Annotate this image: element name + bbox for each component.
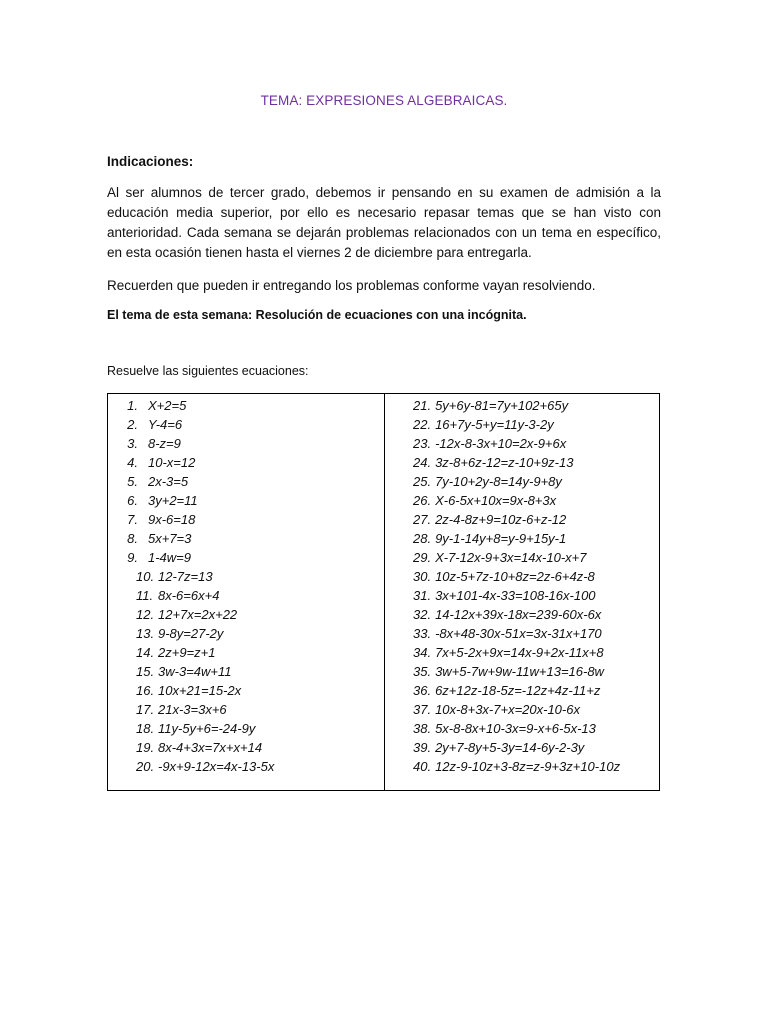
equation-item <box>385 624 661 643</box>
equation-item <box>385 548 661 567</box>
equation-item <box>385 472 661 491</box>
equation-expression: 12z-9-10z+3-8z=z-9+3z+10-10z <box>435 759 621 774</box>
equation-expression: 3w+5-7w+9w-11w+13=16-8w <box>435 664 604 679</box>
equation-item <box>385 586 661 605</box>
equation-expression: X+2=5 <box>148 398 187 413</box>
equation-item <box>108 434 384 453</box>
equation-number: 7. <box>127 512 138 527</box>
equation-expression: 5x+7=3 <box>148 531 192 546</box>
equation-item <box>385 700 661 719</box>
equation-expression: 5y+6y-81=7y+102+65y <box>435 398 569 413</box>
equation-expression: 12-7z=13 <box>158 569 213 584</box>
equation-number: 25. <box>413 474 432 489</box>
equation-number: 14. <box>136 645 155 660</box>
equation-number: 8. <box>127 531 138 546</box>
equation-number: 19. <box>136 740 155 755</box>
equation-item <box>385 453 661 472</box>
equation-number: 9. <box>127 550 138 565</box>
equation-expression: -9x+9-12x=4x-13-5x <box>158 759 275 774</box>
equation-item <box>108 586 384 605</box>
equation-item <box>108 605 384 624</box>
equation-number: 24. <box>413 455 432 470</box>
equation-expression: 3x+101-4x-33=108-16x-100 <box>435 588 596 603</box>
equation-expression: X-6-5x+10x=9x-8+3x <box>435 493 557 508</box>
equation-item <box>108 643 384 662</box>
equation-number: 2. <box>127 417 138 432</box>
equation-number: 4. <box>127 455 138 470</box>
equation-number: 34. <box>413 645 432 660</box>
topic-paragraph: El tema de esta semana: Resolución de ecuaciones con una incógnita. <box>107 308 527 322</box>
equation-item <box>108 681 384 700</box>
equation-expression: 7y-10+2y-8=14y-9+8y <box>435 474 562 489</box>
equation-expression: 3z-8+6z-12=z-10+9z-13 <box>435 455 574 470</box>
equation-expression: 11y-5y+6=-24-9y <box>158 721 256 736</box>
equation-number: 36. <box>413 683 432 698</box>
equations-table <box>107 393 660 791</box>
equation-expression: 1-4w=9 <box>148 550 191 565</box>
equation-number: 31. <box>413 588 432 603</box>
equation-item <box>108 491 384 510</box>
equation-item <box>108 757 384 776</box>
equation-item <box>385 643 661 662</box>
equation-expression: 8x-4+3x=7x+x+14 <box>158 740 263 755</box>
equation-number: 21. <box>413 398 432 413</box>
document-title: TEMA: EXPRESIONES ALGEBRAICAS. <box>260 93 508 108</box>
equation-item <box>108 662 384 681</box>
equation-number: 33. <box>413 626 432 641</box>
equation-number: 30. <box>413 569 432 584</box>
equation-number: 26. <box>413 493 432 508</box>
equation-item <box>108 700 384 719</box>
equation-expression: 10x+21=15-2x <box>158 683 242 698</box>
equation-number: 3. <box>127 436 138 451</box>
equation-number: 13. <box>136 626 155 641</box>
equation-number: 5. <box>127 474 138 489</box>
equation-item <box>385 434 661 453</box>
equation-item <box>385 415 661 434</box>
equation-expression: 12+7x=2x+22 <box>158 607 238 622</box>
equation-expression: 16+7y-5+y=11y-3-2y <box>435 417 554 432</box>
equation-item <box>385 662 661 681</box>
equation-number: 11. <box>136 588 154 603</box>
equation-number: 10. <box>136 569 155 584</box>
equation-item <box>108 567 384 586</box>
equation-expression: 9y-1-14y+8=y-9+15y-1 <box>435 531 567 546</box>
equation-expression: 7x+5-2x+9x=14x-9+2x-11x+8 <box>435 645 604 660</box>
equation-expression: -12x-8-3x+10=2x-9+6x <box>435 436 567 451</box>
reminder-paragraph: Recuerden que pueden ir entregando los problemas conforme vayan resolviendo. <box>107 278 596 293</box>
equation-item <box>108 719 384 738</box>
equation-number: 23. <box>413 436 432 451</box>
equation-number: 22. <box>413 417 432 432</box>
equation-item <box>385 567 661 586</box>
equation-number: 28. <box>413 531 432 546</box>
equation-item <box>385 605 661 624</box>
equation-item <box>108 738 384 757</box>
equation-expression: 21x-3=3x+6 <box>158 702 227 717</box>
equation-item <box>108 472 384 491</box>
equation-expression: 6z+12z-18-5z=-12z+4z-11+z <box>435 683 601 698</box>
equation-expression: 5x-8-8x+10-3x=9-x+6-5x-13 <box>435 721 596 736</box>
equation-number: 6. <box>127 493 138 508</box>
equation-item <box>385 510 661 529</box>
equation-expression: 3y+2=11 <box>148 493 198 508</box>
equation-expression: X-7-12x-9+3x=14x-10-x+7 <box>435 550 587 565</box>
equation-expression: -8x+48-30x-51x=3x-31x+170 <box>435 626 602 641</box>
equation-number: 35. <box>413 664 432 679</box>
equation-expression: 10z-5+7z-10+8z=2z-6+4z-8 <box>435 569 595 584</box>
equation-number: 18. <box>136 721 155 736</box>
equation-item <box>385 757 661 776</box>
equation-number: 27. <box>413 512 432 527</box>
equation-item <box>108 510 384 529</box>
equation-item <box>385 396 661 415</box>
equation-expression: 2x-3=5 <box>148 474 189 489</box>
equations-column-left <box>108 396 384 776</box>
equation-expression: 8-z=9 <box>148 436 181 451</box>
equation-number: 39. <box>413 740 432 755</box>
equation-item <box>108 453 384 472</box>
equations-column-right <box>385 396 661 776</box>
equation-item <box>385 681 661 700</box>
equation-item <box>385 491 661 510</box>
equation-number: 29. <box>413 550 432 565</box>
equation-number: 1. <box>127 398 138 413</box>
equation-item <box>385 529 661 548</box>
equation-expression: 8x-6=6x+4 <box>158 588 220 603</box>
equation-number: 38. <box>413 721 432 736</box>
equation-item <box>108 624 384 643</box>
equation-number: 20. <box>136 759 155 774</box>
equation-item <box>108 529 384 548</box>
equation-expression: 2z-4-8z+9=10z-6+z-12 <box>435 512 567 527</box>
equation-number: 16. <box>136 683 155 698</box>
exercise-instruction: Resuelve las siguientes ecuaciones: <box>107 364 309 378</box>
equation-expression: 10-x=12 <box>148 455 196 470</box>
equation-expression: 3w-3=4w+11 <box>158 664 232 679</box>
equation-expression: 14-12x+39x-18x=239-60x-6x <box>435 607 602 622</box>
equation-expression: 9-8y=27-2y <box>158 626 224 641</box>
equation-item <box>108 415 384 434</box>
equation-item <box>385 738 661 757</box>
instructions-heading: Indicaciones: <box>107 154 194 169</box>
equation-number: 32. <box>413 607 432 622</box>
equation-number: 37. <box>413 702 432 717</box>
equation-number: 15. <box>136 664 155 679</box>
equation-expression: Y-4=6 <box>148 417 183 432</box>
equation-item <box>108 396 384 415</box>
equation-expression: 9x-6=18 <box>148 512 196 527</box>
equation-number: 12. <box>136 607 155 622</box>
equation-number: 17. <box>136 702 155 717</box>
equation-expression: 2y+7-8y+5-3y=14-6y-2-3y <box>435 740 585 755</box>
instructions-paragraph: Al ser alumnos de tercer grado, debemos ir pensando en su examen de admisión a la educación media superior, por ello es necesario repasar temas que se han visto con anterioridad. Cada semana se dejarán problemas relacionados con un tema en específico, en esta ocasión tienen hasta el viernes 2 de diciembre para entregarla. <box>107 185 661 260</box>
equation-number: 40. <box>413 759 432 774</box>
equation-expression: 10x-8+3x-7+x=20x-10-6x <box>435 702 580 717</box>
equation-expression: 2z+9=z+1 <box>158 645 216 660</box>
equation-item <box>108 548 384 567</box>
equation-item <box>385 719 661 738</box>
